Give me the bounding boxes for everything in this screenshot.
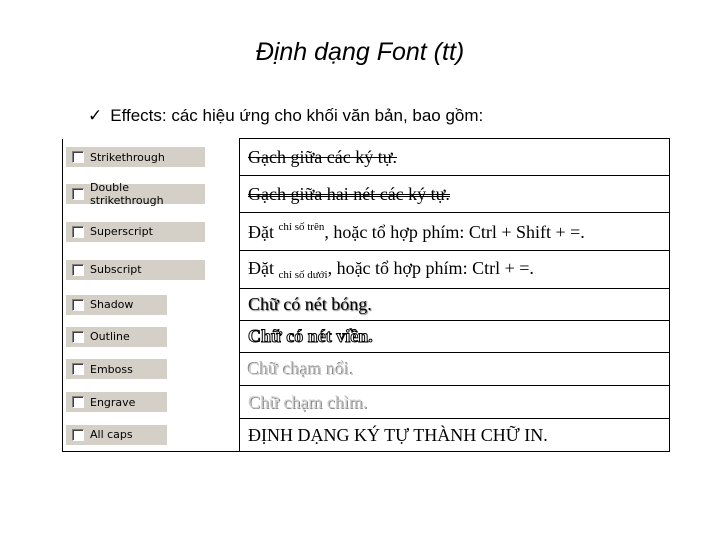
table-row <box>63 139 670 176</box>
table-row <box>63 386 670 419</box>
table-row <box>63 321 670 353</box>
page-title: Định dạng Font (tt) <box>255 38 465 66</box>
example-text: , hoặc tổ hợp phím: Ctrl + Shift + =. <box>324 221 585 242</box>
option-label: Subscript <box>90 263 142 276</box>
superscript-sample: chỉ số trên <box>278 220 325 233</box>
table-row <box>63 213 670 251</box>
checkbox-icon <box>72 299 84 311</box>
checkbox-icon <box>72 429 84 441</box>
option-label: All caps <box>90 428 133 442</box>
engrave-checkbox[interactable] <box>66 392 167 412</box>
example-text: ĐỊNH DẠNG KÝ TỰ THÀNH CHỮ IN. <box>248 424 548 445</box>
table-row <box>63 419 670 452</box>
checkbox-icon <box>72 151 84 163</box>
checkbox-icon <box>72 188 84 200</box>
option-label: Strikethrough <box>90 150 165 164</box>
table-row <box>63 353 670 386</box>
checkbox-icon <box>72 331 84 343</box>
option-label: Superscript <box>90 225 153 238</box>
table-row <box>63 289 670 321</box>
outline-checkbox[interactable] <box>66 327 167 347</box>
checkbox-icon <box>72 396 84 408</box>
example-text: Gạch giữa hai nét các ký tự. <box>248 183 450 204</box>
checkbox-icon <box>72 226 84 238</box>
strikethrough-checkbox[interactable] <box>66 147 205 167</box>
option-label: Double strikethrough <box>90 181 164 207</box>
example-text: Gạch giữa các ký tự. <box>248 146 397 167</box>
checkbox-icon <box>72 363 84 375</box>
checkmark-icon: ✓ <box>88 106 103 125</box>
option-label: Shadow <box>90 298 134 311</box>
bullet-text: Effects: các hiệu ứng cho khối văn bản, bao gồm: <box>110 106 484 125</box>
example-text: Chữ có nét viền. <box>248 326 373 346</box>
example-text: , hoặc tổ hợp phím: Ctrl + =. <box>327 258 534 278</box>
option-label: Emboss <box>90 362 133 376</box>
option-label: Engrave <box>90 395 136 409</box>
superscript-checkbox[interactable] <box>66 222 205 242</box>
all-caps-checkbox[interactable] <box>66 425 167 445</box>
subscript-checkbox[interactable] <box>66 260 205 280</box>
double-strikethrough-checkbox[interactable] <box>66 181 205 207</box>
effects-table <box>62 138 670 452</box>
example-text: Chữ chạm nổi. <box>248 358 355 379</box>
shadow-checkbox[interactable] <box>66 295 167 315</box>
example-text: Chữ chạm chìm. <box>248 391 368 412</box>
effects-bullet <box>88 106 483 126</box>
table-row <box>63 176 670 213</box>
table-row <box>63 251 670 289</box>
example-text: Đặt <box>248 221 279 242</box>
subscript-sample: chỉ số dưới <box>278 269 328 281</box>
emboss-checkbox[interactable] <box>66 359 167 379</box>
option-label: Outline <box>90 330 130 343</box>
example-text: Chữ có nét bóng. <box>248 294 372 314</box>
checkbox-icon <box>72 264 84 276</box>
example-text: Đặt <box>248 258 279 278</box>
